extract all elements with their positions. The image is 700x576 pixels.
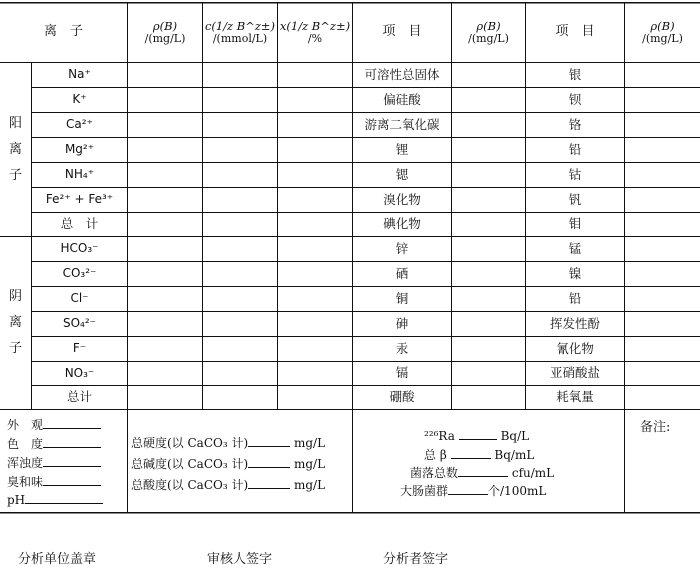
header-x-frac-line2: /% (307, 31, 323, 45)
anion-label: SO₄²⁻ (62, 316, 97, 331)
physical-blank[interactable] (43, 474, 101, 486)
hardness-unit: mg/L (294, 436, 326, 450)
cation-label: Ca²⁺ (66, 117, 93, 132)
item-mid: 铜 (395, 290, 409, 306)
physical-line (7, 454, 101, 471)
hardness-unit: mg/L (294, 457, 326, 471)
physical-blank[interactable] (25, 492, 103, 504)
item-right: 耗氧量 (556, 389, 594, 405)
physical-line (7, 492, 103, 507)
anion-label: HCO₃⁻ (60, 241, 99, 256)
physical-label: 色 度 (7, 437, 44, 451)
anion-label: F⁻ (72, 341, 87, 356)
radio-line (410, 464, 554, 481)
physical-line (7, 416, 101, 433)
radio-label: 菌落总数 (410, 466, 459, 480)
physical-line (7, 473, 101, 490)
item-mid: 硒 (395, 265, 409, 281)
header-x-frac-line1: x(1/z B^z±) (279, 18, 351, 33)
radio-line (424, 446, 534, 463)
item-right: 铅 (568, 141, 582, 157)
hardness-unit: mg/L (294, 478, 326, 492)
hardness-blank[interactable] (248, 435, 290, 447)
item-mid: 汞 (395, 340, 409, 356)
header-c-molar-line2: /(mmol/L) (212, 31, 268, 45)
cation-group-char: 离 (8, 141, 22, 157)
cation-group-label (0, 63, 31, 236)
header-ion: 离 子 (43, 24, 83, 40)
anion-group-char: 离 (8, 315, 22, 330)
header-rho-mass-3-line2: /(mg/L) (642, 31, 683, 45)
hardness-label: 总碱度(以 CaCO₃ 计) (131, 457, 249, 471)
header-rho-mass-2-line1: ρ(B) (476, 18, 501, 33)
physical-label: pH (7, 493, 26, 507)
header-c-molar-line1: c(1/z B^z±) (204, 18, 276, 33)
hardness-line (131, 476, 325, 493)
item-right: 亚硝酸盐 (549, 365, 600, 381)
header-x-frac (278, 3, 352, 62)
item-mid: 锶 (395, 166, 409, 182)
header-item: 项 目 (382, 24, 422, 40)
item-right: 氰化物 (556, 340, 594, 356)
radio-unit: Bq/mL (494, 448, 535, 462)
item-mid: 碘化物 (383, 216, 421, 232)
item-right: 镍 (568, 265, 582, 281)
anion-total-label: 总计 (66, 389, 92, 405)
anion-group-char: 阴 (8, 289, 22, 304)
hardness-line (131, 434, 325, 451)
physical-label: 外 观 (7, 418, 44, 432)
radio-unit: 个/100mL (488, 484, 547, 498)
radio-label: 总 β (424, 448, 447, 462)
hardness-label: 总硬度(以 CaCO₃ 计) (131, 436, 249, 450)
item-right: 锰 (568, 240, 582, 256)
radio-label: ²²⁶Ra (424, 429, 455, 443)
anion-group-char: 子 (8, 341, 22, 356)
cation-label: K⁺ (72, 92, 87, 107)
item-mid: 溴化物 (383, 191, 421, 207)
header-rho-mass-line1: ρ(B) (152, 18, 178, 33)
hardness-blank[interactable] (248, 477, 290, 489)
physical-label: 臭和味 (7, 475, 44, 489)
signature-unit-seal: 分析单位盖章 (18, 552, 97, 567)
cation-label: NH₄⁺ (64, 167, 95, 182)
cation-total-label: 总 计 (60, 216, 99, 232)
signature-analyst: 分析者签字 (383, 552, 449, 567)
radio-blank[interactable] (458, 465, 508, 477)
radio-blank[interactable] (451, 447, 491, 459)
header-rho-mass-2-line2: /(mg/L) (468, 31, 509, 45)
header-item-2: 项 目 (555, 24, 595, 40)
item-right: 铅 (568, 290, 582, 306)
item-right: 钼 (568, 216, 582, 232)
item-right: 钴 (568, 166, 582, 182)
item-mid: 偏硅酸 (383, 91, 421, 107)
radio-unit: Bq/L (500, 429, 530, 443)
physical-blank[interactable] (43, 417, 101, 429)
item-right: 钒 (568, 191, 582, 207)
item-mid: 游离二氧化碳 (364, 116, 440, 132)
item-right: 银 (568, 66, 582, 82)
cation-label: Na⁺ (68, 67, 91, 82)
physical-label: 浑浊度 (7, 456, 44, 470)
radio-label: 大肠菌群 (400, 484, 449, 498)
anion-label: Cl⁻ (70, 291, 89, 306)
hardness-line (131, 455, 325, 472)
radio-blank[interactable] (448, 483, 488, 495)
header-rho-mass-line2: /(mg/L) (144, 31, 186, 45)
cation-group-char: 子 (8, 167, 22, 183)
anion-group-label (0, 237, 31, 409)
item-right: 挥发性酚 (549, 315, 600, 331)
item-mid: 硼酸 (389, 389, 415, 405)
hardness-blank[interactable] (248, 456, 290, 468)
signature-reviewer: 审核人签字 (207, 552, 273, 567)
item-mid: 锂 (395, 141, 409, 157)
item-mid: 砷 (395, 315, 409, 331)
remarks-label: 备注: (640, 420, 671, 435)
cation-group-char: 阳 (8, 115, 22, 131)
radio-unit: cfu/mL (511, 466, 555, 480)
hardness-label: 总酸度(以 CaCO₃ 计) (131, 478, 249, 492)
header-c-molar (203, 3, 277, 62)
radio-blank[interactable] (459, 428, 497, 440)
radio-line (424, 428, 529, 443)
radio-line (400, 482, 546, 499)
header-rho-mass-3 (625, 3, 700, 62)
physical-line (7, 435, 101, 452)
cation-label: Mg²⁺ (64, 142, 95, 157)
cation-label: Fe²⁺ + Fe³⁺ (45, 192, 114, 207)
item-right: 钡 (568, 91, 582, 107)
anion-label: NO₃⁻ (64, 365, 95, 380)
physical-blank[interactable] (43, 455, 101, 467)
item-right: 铬 (568, 116, 582, 132)
item-mid: 锌 (395, 240, 409, 256)
item-mid: 可溶性总固体 (364, 66, 440, 82)
header-rho-mass (128, 3, 202, 62)
header-rho-mass-2 (452, 3, 525, 62)
anion-label: CO₃²⁻ (62, 266, 97, 281)
item-mid: 镉 (395, 365, 409, 381)
physical-blank[interactable] (43, 436, 101, 448)
header-rho-mass-3-line1: ρ(B) (650, 18, 675, 33)
